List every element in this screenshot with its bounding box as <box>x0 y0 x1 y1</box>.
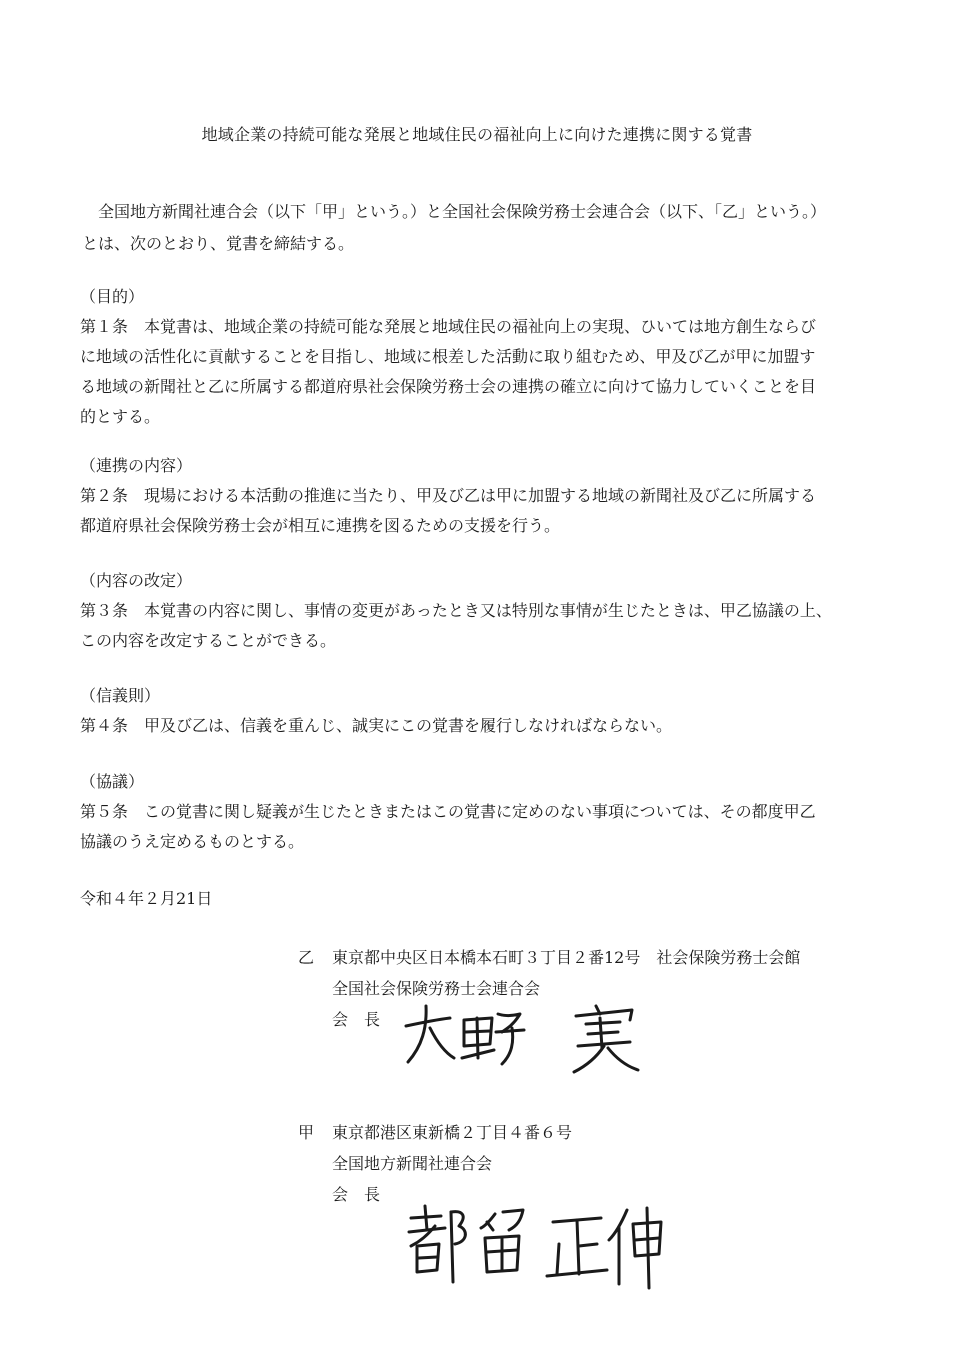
article-line: 第３条 本覚書の内容に関し、事情の変更があったとき又は特別な事情が生じたときは、甲乙協議の上、 <box>80 601 832 620</box>
party-address: 東京都港区東新橋２丁目４番６号 <box>332 1123 573 1142</box>
signature-otsu <box>400 998 650 1078</box>
party-kou <box>298 1117 572 1210</box>
document-date: 令和４年２月21日 <box>80 889 213 908</box>
article-heading: （信義則） <box>80 686 161 705</box>
article-5 <box>80 767 880 857</box>
document-title: 地域企業の持続可能な発展と地域住民の福祉向上に向けた連携に関する覚書 <box>201 125 753 144</box>
party-address: 東京都中央区日本橋本石町３丁目２番12号 社会保険労務士会館 <box>332 948 801 967</box>
party-role: 会 長 <box>332 1010 381 1029</box>
article-line: 第２条 現場における本活動の推進に当たり、甲及び乙は甲に加盟する地域の新聞社及び乙に所属する <box>80 486 817 505</box>
intro-line: とは、次のとおり、覚書を締結する。 <box>82 234 355 253</box>
signature-kou <box>405 1200 675 1290</box>
article-heading: （連携の内容） <box>80 456 193 475</box>
article-heading: （協議） <box>80 772 145 791</box>
article-line: 協議のうえ定めるものとする。 <box>80 832 305 851</box>
article-3 <box>80 566 880 656</box>
intro-paragraph <box>82 196 872 260</box>
party-role: 会 長 <box>332 1185 381 1204</box>
article-heading: （内容の改定） <box>80 571 193 590</box>
article-4 <box>80 681 880 741</box>
article-line: 第４条 甲及び乙は、信義を重んじ、誠実にこの覚書を履行しなければならない。 <box>80 716 673 735</box>
article-line: この内容を改定することができる。 <box>80 631 337 650</box>
article-line: る地域の新聞社と乙に所属する都道府県社会保険労務士会の連携の確立に向けて協力していくことを目 <box>80 377 817 396</box>
party-mark: 乙 <box>298 948 315 967</box>
article-line: 的とする。 <box>80 407 161 426</box>
article-2 <box>80 451 880 541</box>
article-line: 都道府県社会保険労務士会が相互に連携を図るための支援を行う。 <box>80 516 561 535</box>
article-line: 第５条 この覚書に関し疑義が生じたときまたはこの覚書に定めのない事項については、その都度甲乙 <box>80 802 816 821</box>
article-heading: （目的） <box>80 287 145 306</box>
article-1 <box>80 282 880 432</box>
article-line: 第１条 本覚書は、地域企業の持続可能な発展と地域住民の福祉向上の実現、ひいては地方創生ならび <box>80 317 817 336</box>
party-organization: 全国地方新聞社連合会 <box>332 1154 493 1173</box>
intro-line: 全国地方新聞社連合会（以下「甲」という。）と全国社会保険労務士会連合会（以下、「乙」という。） <box>98 202 827 221</box>
party-organization: 全国社会保険労務士会連合会 <box>332 979 541 998</box>
party-mark: 甲 <box>298 1123 315 1142</box>
article-line: に地域の活性化に貢献することを目指し、地域に根差した活動に取り組むため、甲及び乙が甲に加盟す <box>80 347 816 366</box>
